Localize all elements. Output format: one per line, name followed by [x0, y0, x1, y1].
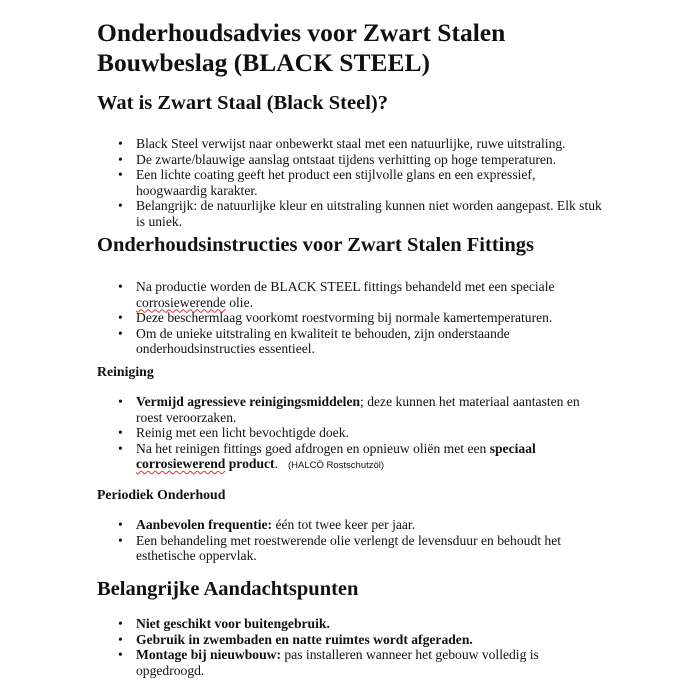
list-item-line: [136, 214, 602, 230]
bullet-icon: •: [118, 279, 123, 294]
list-item-line: [136, 183, 602, 199]
section-heading: Belangrijke Aandachtspunten: [97, 578, 359, 600]
text-segment: roest veroorzaken.: [136, 409, 237, 425]
list-item: [97, 326, 555, 357]
text-segment: Een behandeling met roestwerende olie verlengt de levensduur en behoudt het: [136, 532, 562, 548]
text-segment: opgedroogd.: [136, 662, 205, 678]
bullet-icon: •: [118, 517, 123, 532]
list-item-line: [136, 295, 555, 311]
text-segment: product: [225, 456, 275, 471]
text-segment: is uniek.: [136, 213, 183, 229]
list-item: [97, 136, 602, 152]
text-segment: Deze beschermlaag voorkomt roestvorming bij normale kamertemperaturen.: [136, 310, 553, 325]
list-item: [97, 152, 602, 168]
list-item-line: [136, 548, 561, 564]
bullet-icon: •: [118, 440, 123, 456]
list-item: [97, 279, 555, 310]
subsection-heading: Reiniging: [97, 364, 154, 379]
list-item-line: [136, 136, 602, 152]
subsection-periodic-maintenance: [97, 487, 561, 564]
subsection-heading: Periodiek Onderhoud: [97, 487, 226, 502]
list-item: [97, 441, 580, 474]
list-item-line: [136, 647, 539, 663]
bullet-list: [97, 136, 602, 229]
text-segment: ; deze kunnen het materiaal aantasten en: [360, 394, 580, 409]
text-segment: corrosiewerend: [136, 456, 226, 471]
text-segment: .: [274, 456, 278, 471]
bullet-list: [97, 394, 580, 474]
text-segment: hoogwaardig karakter.: [136, 182, 258, 198]
text-segment: Vermijd agressieve reinigingsmiddelen: [136, 394, 361, 409]
list-item: [97, 647, 539, 678]
list-item-line: [136, 410, 580, 426]
text-segment: pas installeren wanneer het gebouw volledig is: [281, 647, 539, 662]
text-segment: speciaal: [489, 440, 536, 456]
text-segment: De zwarte/blauwige aanslag ontstaat tijdens verhitting op hoge temperaturen.: [136, 151, 557, 167]
list-item: [97, 167, 602, 198]
bullet-icon: •: [118, 151, 123, 167]
text-segment: esthetische oppervlak.: [136, 548, 257, 563]
text-segment: Aanbevolen frequentie:: [136, 517, 273, 532]
bullet-icon: •: [118, 167, 123, 182]
bullet-icon: •: [118, 425, 123, 440]
bullet-icon: •: [118, 136, 123, 151]
list-item-line: [136, 632, 539, 648]
text-segment: Niet geschikt voor buitengebruik.: [136, 616, 330, 631]
list-item-line: [136, 198, 602, 214]
text-segment: Een lichte coating geeft het product een stijlvolle glans en een expressief,: [136, 167, 536, 182]
bullet-icon: •: [118, 325, 123, 341]
text-segment: onderhoudsinstructies essentieel.: [136, 341, 315, 356]
section-what-is-black-steel: [97, 91, 602, 229]
text-segment: corrosiewerende: [136, 294, 226, 310]
list-item-line: [136, 167, 602, 183]
list-item-line: [136, 616, 539, 632]
bullet-list: [97, 517, 561, 564]
bullet-icon: •: [118, 631, 123, 647]
section-maintenance-instructions: [97, 233, 555, 357]
bullet-icon: •: [118, 532, 123, 548]
text-segment: één tot twee keer per jaar.: [272, 517, 416, 532]
list-item-line: [136, 533, 561, 549]
list-item-line: [136, 152, 602, 168]
bullet-icon: •: [118, 198, 123, 213]
list-item: [97, 533, 561, 564]
bullet-icon: •: [118, 647, 123, 662]
list-item-line: [136, 279, 555, 295]
list-item: [97, 517, 561, 533]
list-item: [97, 425, 580, 441]
section-important-points: [97, 577, 539, 678]
text-segment: Na het reinigen fittings goed afdrogen en opnieuw oliën met een: [136, 440, 490, 456]
title-line: Bouwbeslag (BLACK STEEL): [97, 48, 430, 77]
list-item-line: [136, 425, 580, 441]
product-note: (HALCÖ Rostschutzöl): [287, 460, 385, 471]
bullet-icon: •: [118, 310, 123, 325]
list-item: [97, 616, 539, 632]
list-item-line: [136, 456, 580, 474]
list-item-line: [136, 341, 555, 357]
text-segment: Om de unieke uitstraling en kwaliteit te behouden, zijn onderstaande: [136, 325, 510, 341]
list-item-line: [136, 394, 580, 410]
list-item: [97, 310, 555, 326]
text-segment: Na productie worden de BLACK STEEL fittings behandeld met een speciale: [136, 279, 555, 294]
text-segment: Black Steel verwijst naar onbewerkt staal met een natuurlijke, ruwe uitstraling.: [136, 136, 566, 151]
list-item-line: [136, 326, 555, 342]
text-segment: Belangrijk: de natuurlijke kleur en uitstraling kunnen niet worden aangepast. Elk stuk: [136, 198, 602, 213]
list-item-line: [136, 441, 580, 457]
title-line: Onderhoudsadvies voor Zwart Stalen: [97, 18, 506, 47]
bullet-icon: •: [118, 394, 123, 409]
section-heading: Onderhoudsinstructies voor Zwart Stalen Fittings: [97, 234, 534, 256]
bullet-icon: •: [118, 616, 123, 631]
list-item: [97, 394, 580, 425]
document-title: [97, 18, 505, 78]
list-item-line: [136, 517, 561, 533]
subsection-cleaning: [97, 364, 580, 474]
list-item: [97, 198, 602, 229]
text-segment: Montage bij nieuwbouw:: [136, 647, 282, 662]
text-segment: Gebruik in zwembaden en natte ruimtes wordt afgeraden.: [136, 631, 473, 647]
section-heading: Wat is Zwart Staal (Black Steel)?: [97, 92, 388, 114]
list-item: [97, 632, 539, 648]
list-item-line: [136, 663, 539, 679]
list-item-line: [136, 310, 555, 326]
text-segment: Reinig met een licht bevochtigde doek.: [136, 425, 349, 440]
text-segment: olie.: [225, 294, 254, 310]
bullet-list: [97, 616, 539, 678]
bullet-list: [97, 279, 555, 357]
